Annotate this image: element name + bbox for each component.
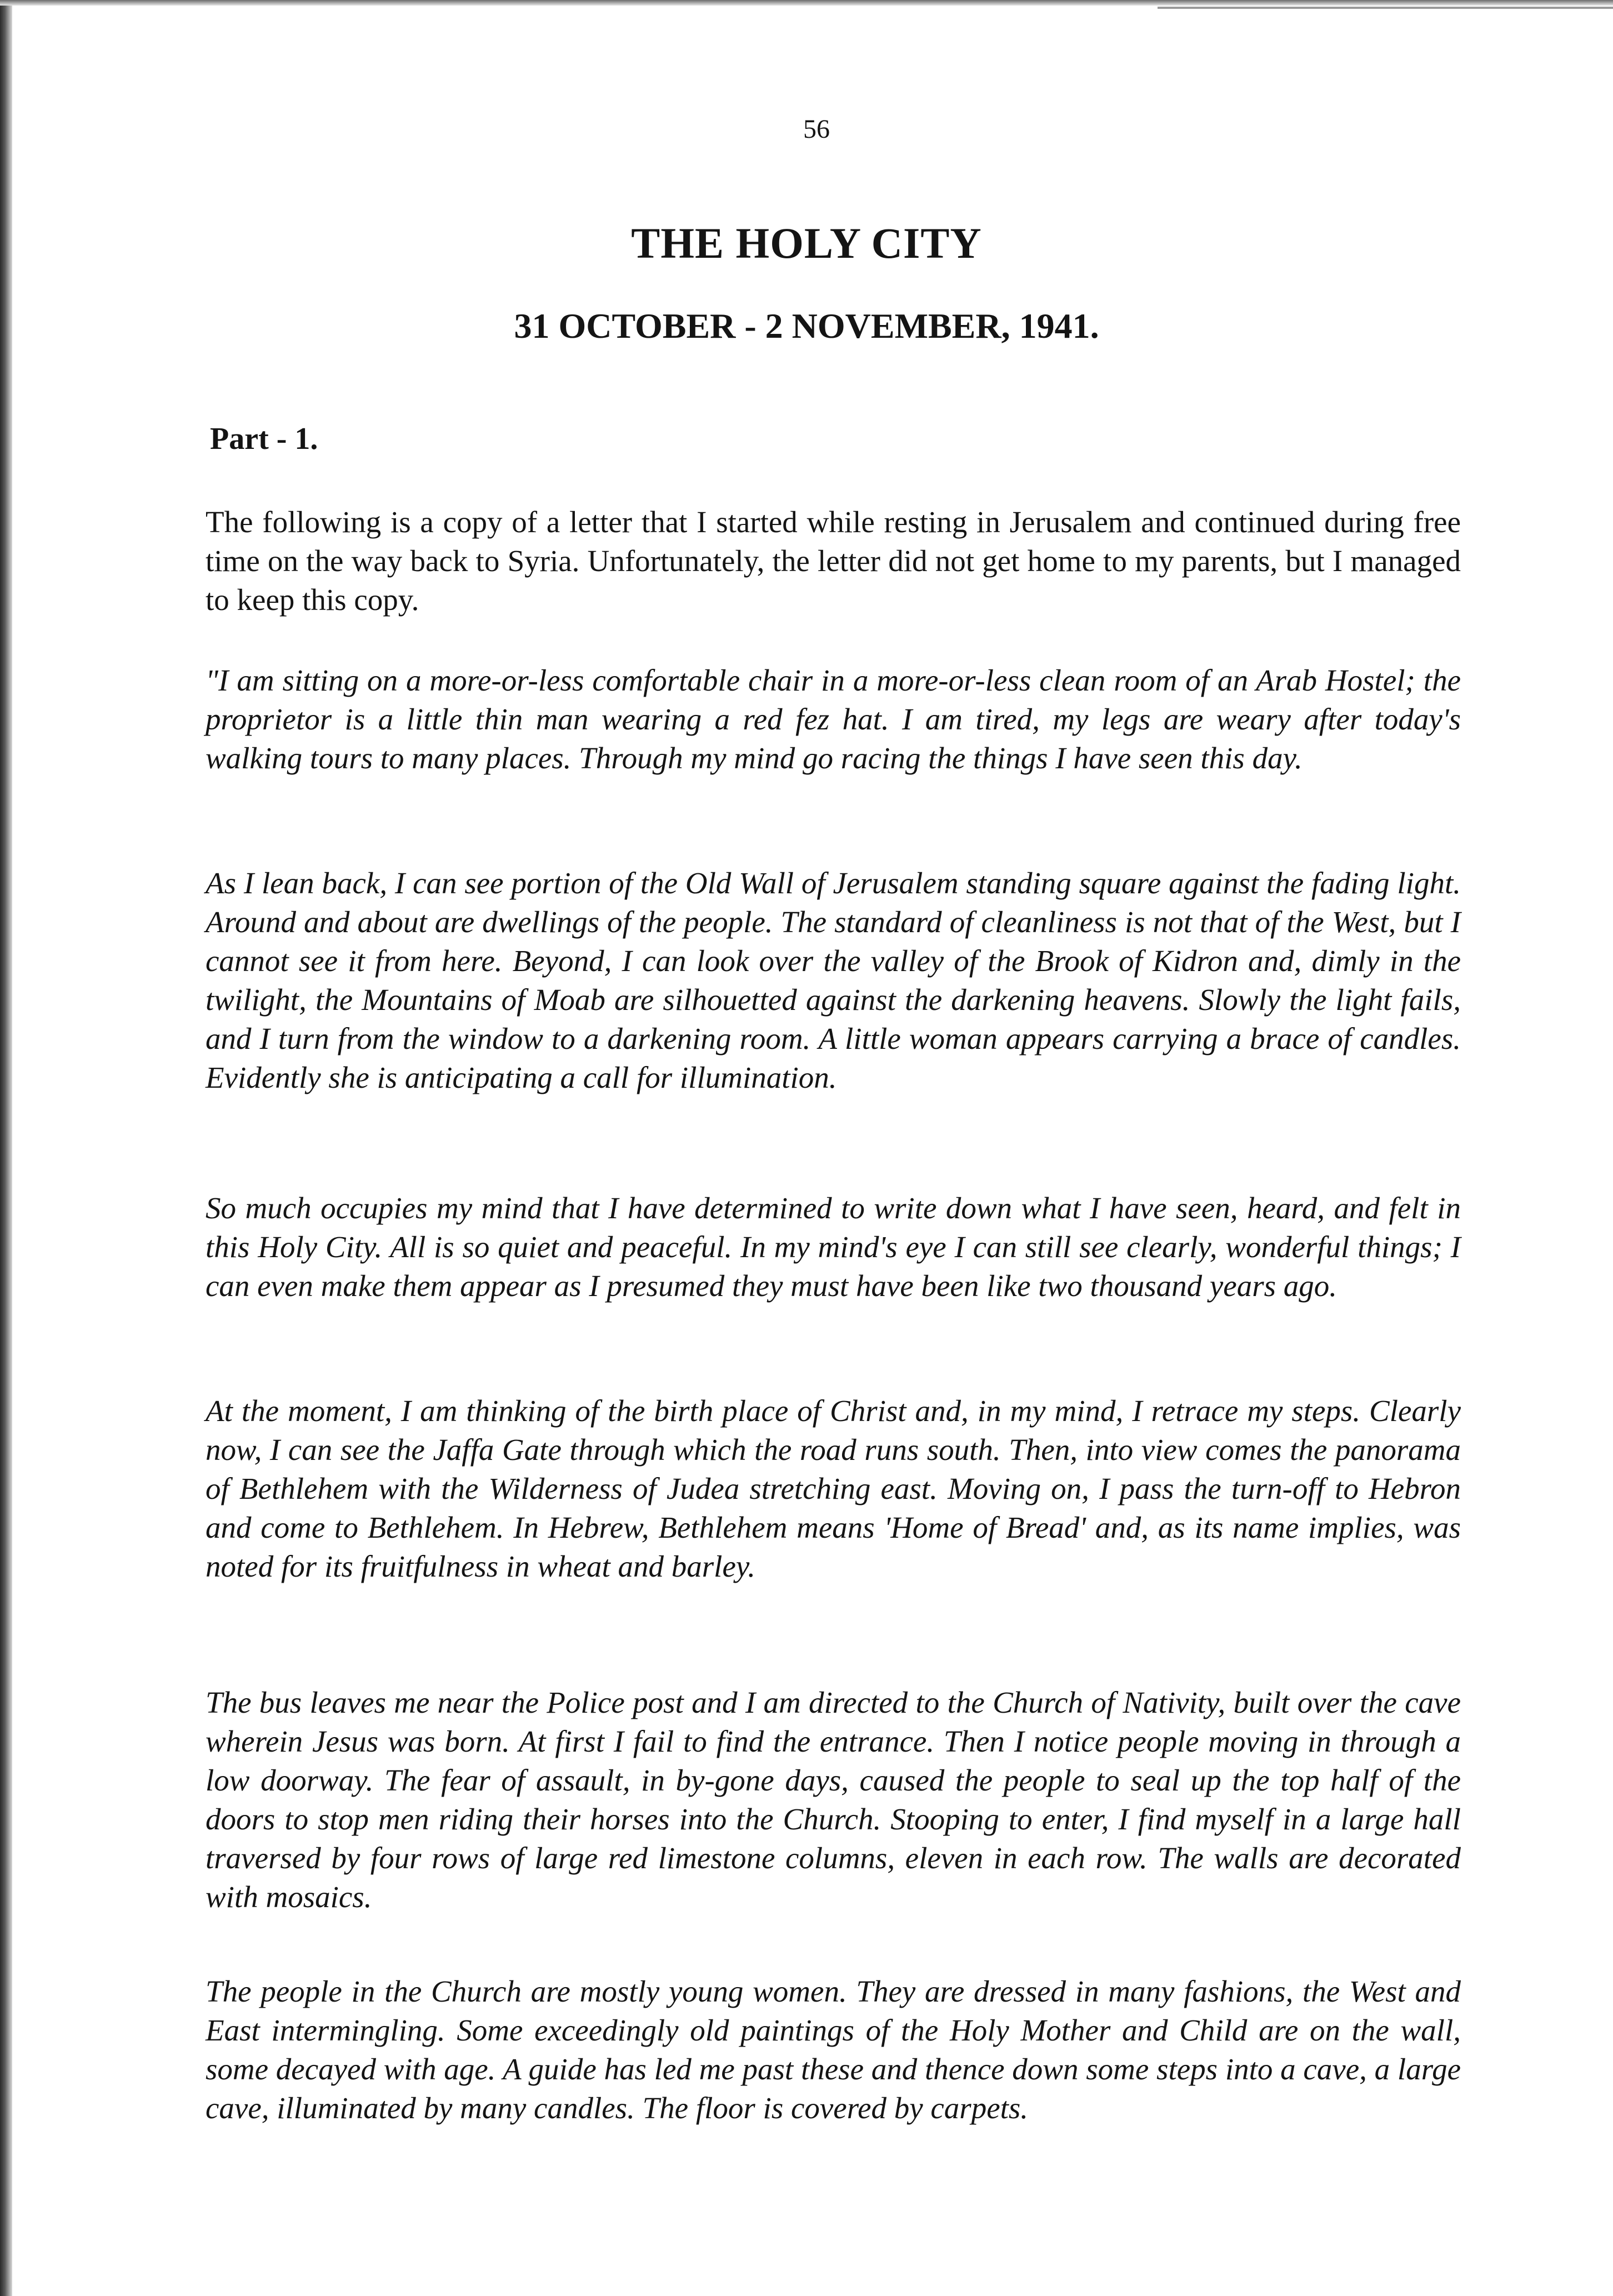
intro-paragraph: The following is a copy of a letter that I started while resting in Jerusalem and continued during free time on the way back to Syria. Unfortunately, the letter did not get home to my parents, but I managed to keep this copy. — [206, 505, 1461, 617]
letter-paragraph-1: "I am sitting on a more-or-less comfortable chair in a more-or-less clean room of an Arab Hostel; the proprietor is a little thin man wearing a red fez hat. I am tired, my legs are weary after today's walking tours to many places. Through my mind go racing the things I have seen this day. — [206, 663, 1461, 775]
part-label: Part - 1. — [210, 422, 318, 456]
page-number: 56 — [803, 114, 830, 144]
letter-paragraph-6: The people in the Church are mostly young women. They are dressed in many fashions, the West and East intermingling. Some exceedingly old paintings of the Holy Mother and Child are on the wall, some decayed with age. A guide has led me past these and thence down some steps into a cave, a large cave, illuminated by many candles. The floor is covered by carpets. — [206, 1974, 1461, 2125]
date-heading: 31 OCTOBER - 2 NOVEMBER, 1941. — [514, 306, 1099, 346]
letter-paragraph-3: So much occupies my mind that I have determined to write down what I have seen, heard, and felt in this Holy City. All is so quiet and peaceful. In my mind's eye I can still see clearly, wonderful things; I can even make them appear as I presumed they must have been like two thousand years ago. — [206, 1191, 1461, 1303]
page-top-edge — [0, 0, 1613, 6]
letter-paragraph-5: The bus leaves me near the Police post and I am directed to the Church of Nativity, built over the cave wherein Jesus was born. At first I fail to find the entrance. Then I notice people moving in through a low doorway. The fear of assault, in by-gone days, caused the people to seal up the top half of the doors to stop men riding their horses into the Church. Stooping to enter, I find myself in a large hall traversed by four rows of large red limestone columns, eleven in each row. The walls are decorated with mosaics. — [206, 1685, 1461, 1914]
letter-paragraph-2: As I lean back, I can see portion of the Old Wall of Jerusalem standing square against the fading light. Around and about are dwellings of the people. The standard of cleanliness is not that of the West, but I cannot see it from here. Beyond, I can look over the valley of the Brook of Kidron and, dimly in the twilight, the Mountains of Moab are silhouetted against the darkening heavens. Slowly the light fails, and I turn from the window to a darkening room. A little woman appears carrying a brace of candles. Evidently she is anticipating a call for illumination. — [206, 866, 1461, 1094]
top-rule — [1158, 7, 1613, 9]
page-title: THE HOLY CITY — [631, 219, 982, 267]
letter-paragraph-4: At the moment, I am thinking of the birth place of Christ and, in my mind, I retrace my steps. Clearly now, I can see the Jaffa Gate through which the road runs south. Then, into view comes the panorama of Bethlehem with the Wilderness of Judea stretching east. Moving on, I pass the turn-off to Hebron and come to Bethlehem. In Hebrew, Bethlehem means 'Home of Bread' and, as its name implies, was noted for its fruitfulness in wheat and barley. — [206, 1394, 1461, 1583]
